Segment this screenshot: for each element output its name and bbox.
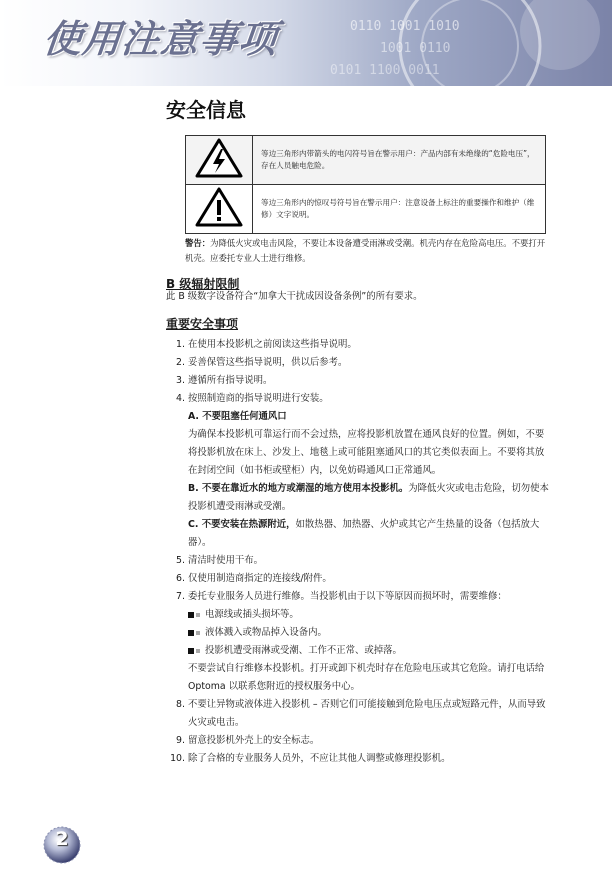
- list-item: [160, 732, 552, 750]
- item-text: 遵循所有指导说明。: [188, 375, 273, 386]
- warning-note-text: 为降低火灾或电击风险，不要让本设备遭受雨淋或受潮。机壳内存在危险高电压。不要打开机壳。应委托专业人士进行维修。: [185, 238, 546, 263]
- item-number: 4.: [176, 393, 185, 404]
- class-b-text: 此 B 级数字设备符合“加拿大干扰成因设备条例”的所有要求。: [166, 291, 423, 302]
- warning-text: 等边三角形内带箭头的电闪符号旨在警示用户：产品内部有未绝缘的“危险电压”，存在人员触电危险。: [253, 136, 546, 185]
- lightning-warning-icon: [186, 136, 253, 185]
- bullet-icon: [196, 613, 200, 617]
- sub-item-a-text: 为确保本投影机可靠运行而不会过热，应将投影机放置在通风良好的位置。例如，不要将投影机放在床上、沙发上、地毯上或可能阻塞通风口的其它类似表面上。不要将其放在封闭空间（如书柜或壁柜）内，以免妨碍通风口正常通风。: [188, 429, 545, 476]
- warning-note: [185, 236, 553, 266]
- item-number: 9.: [176, 735, 185, 746]
- list-item: [160, 750, 552, 768]
- list-item: [160, 552, 552, 570]
- item-text: 不要让异物或液体进入投影机 – 否则它们可能接触到危险电压点或短路元件，从而导致火灾或电击。: [188, 699, 546, 728]
- bullet-icon: [196, 631, 200, 635]
- bullet-text: 投影机遭受雨淋或受潮、工作不正常、或掉落。: [205, 645, 402, 656]
- header-banner: [0, 0, 612, 86]
- item-text: 按照制造商的指导说明进行安装。: [188, 393, 329, 404]
- warning-row: [186, 185, 546, 234]
- bullet-icon: [188, 648, 194, 654]
- exclamation-warning-icon: [186, 185, 253, 234]
- item-number: 7.: [176, 591, 185, 602]
- list-item: [160, 372, 552, 390]
- list-item: [160, 336, 552, 354]
- bullet-icon: [188, 612, 194, 618]
- warning-note-label: 警告：: [185, 238, 211, 248]
- item-number: 1.: [176, 339, 185, 350]
- sub-item-b-heading: B. 不要在靠近水的地方或潮湿的地方使用本投影机。: [188, 483, 409, 494]
- bullet-icon: [188, 630, 194, 636]
- item-text: 妥善保管这些指导说明，供以后参考。: [188, 357, 348, 368]
- bullet-icon: [196, 649, 200, 653]
- sub-item-c-heading: C. 不要安装在热源附近，: [188, 519, 296, 530]
- item-text: 清洁时使用干布。: [188, 555, 264, 566]
- section-title: 安全信息: [166, 98, 246, 122]
- page-number: 2: [55, 828, 69, 850]
- item-text: 除了合格的专业服务人员外，不应让其他人调整或修理投影机。: [188, 753, 451, 764]
- sub-item-c-text: 如散热器、加热器、火炉或其它产生热量的设备（包括放大器）。: [188, 519, 540, 548]
- item-number: 5.: [176, 555, 185, 566]
- header-title: 使用注意事项: [41, 17, 280, 61]
- bullet-text: 液体溅入或物品掉入设备内。: [205, 627, 327, 638]
- item-text: 仅使用制造商指定的连接线/附件。: [188, 573, 332, 584]
- bullet-item: [188, 606, 552, 624]
- bullet-item: [188, 624, 552, 642]
- bullet-item: [188, 642, 552, 660]
- list-item: [160, 354, 552, 372]
- item-text: 在使用本投影机之前阅读这些指导说明。: [188, 339, 357, 350]
- warning-table: [185, 135, 546, 234]
- important-heading: 重要安全事项: [166, 317, 239, 331]
- svg-text:1001 0110: 1001 0110: [380, 41, 451, 56]
- list-item: [160, 696, 552, 732]
- warning-text: 等边三角形内的惊叹号符号旨在警示用户：注意设备上标注的重要操作和维护（维修）文字说明。: [253, 185, 546, 234]
- item-after-text: 不要尝试自行维修本投影机。打开或卸下机壳时存在危险电压或其它危险。请打电话给 Optoma 以联系您附近的授权服务中心。: [188, 663, 545, 692]
- sub-item-b-text: 为降低火灾或电击危险，切勿使本投影机遭受雨淋或受潮。: [188, 483, 549, 512]
- list-item: [160, 390, 552, 552]
- item-number: 2.: [176, 357, 185, 368]
- bullet-text: 电源线或插头损坏等。: [205, 609, 299, 620]
- warning-row: [186, 136, 546, 185]
- class-b-heading: B 级辐射限制: [166, 277, 240, 291]
- item-number: 8.: [176, 699, 185, 710]
- list-item: [160, 570, 552, 588]
- important-list: [160, 336, 552, 768]
- sub-item-a-heading: A. 不要阻塞任何通风口: [188, 411, 287, 422]
- list-item: [160, 588, 552, 696]
- item-text: 委托专业服务人员进行维修。当投影机由于以下等原因而损坏时，需要维修：: [188, 591, 507, 602]
- item-text: 留意投影机外壳上的安全标志。: [188, 735, 320, 746]
- item-number: 6.: [176, 573, 185, 584]
- svg-text:0110 1001 1010: 0110 1001 1010: [350, 19, 460, 34]
- item-number: 10.: [170, 753, 185, 764]
- item-number: 3.: [176, 375, 185, 386]
- svg-text:0101 1100 0011: 0101 1100 0011: [330, 63, 440, 78]
